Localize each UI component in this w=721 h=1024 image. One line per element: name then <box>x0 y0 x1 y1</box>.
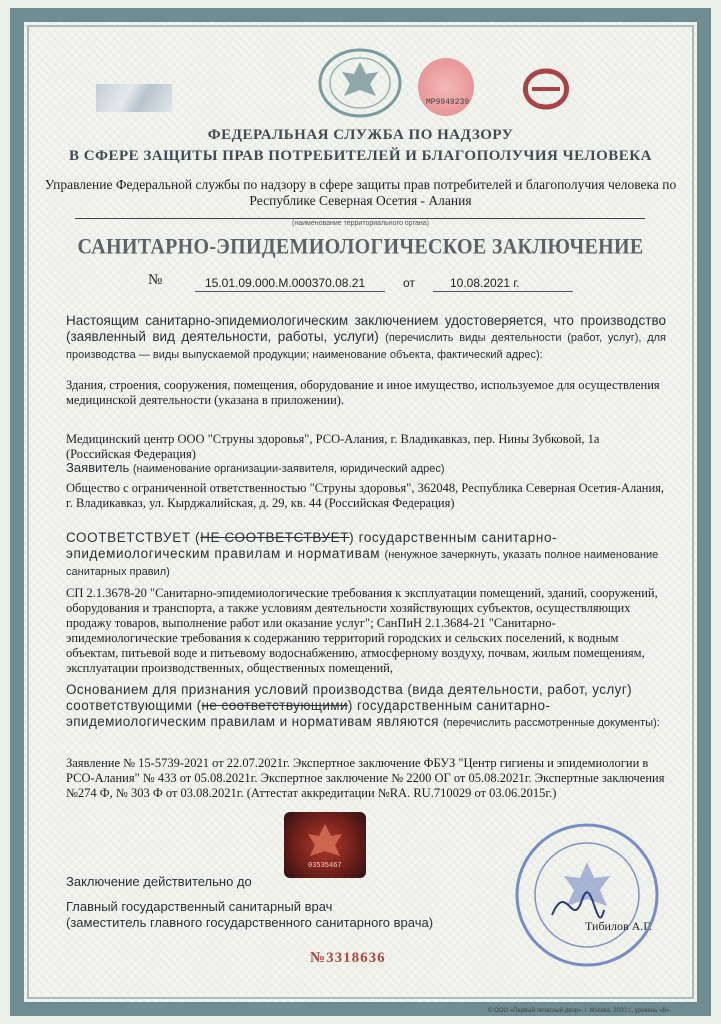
rules-value: СП 2.1.3678-20 "Санитарно-эпидемиологические требования к эксплуатации помещений, зданий, сооружений, оборудования и транспорта, а также условиям деятельности хозяйствующих субъектов, осуществляющих продажу товаров, выполнение работ или оказание услуг"; СанПиН 2.1.3684-21 "Санитарно- эпидемиологические требования к содержанию территорий городских и сельских поселений, к водным объектам, питьевой воде и питьевому водоснабжению, атмосферному воздуху, почвам, жилым помещениям, эксплуатации производственных, общественных помещений, <box>66 586 658 675</box>
printer-info: © ООО «Первый печатный двор», г. Москва, 2020 г., уровень «В». <box>488 1008 672 1014</box>
se-logo-icon <box>510 64 580 114</box>
complies-text: государственным санитарно-эпидемиологическим правилам и нормативам <box>66 530 558 561</box>
red-seal <box>418 58 474 116</box>
seal-number: МР9949239 <box>426 98 470 107</box>
document-title: САНИТАРНО-ЭПИДЕМИОЛОГИЧЕСКОЕ ЗАКЛЮЧЕНИЕ <box>77 234 644 260</box>
coat-of-arms-emblem <box>318 48 402 118</box>
basis-paragraph <box>66 682 666 731</box>
basis-text-a: Основанием для признания условий производства (вида деятельности, работ, услуг) соответствующими ( <box>66 682 633 713</box>
divider <box>75 218 645 219</box>
activity-value: Здания, строения, сооружения, помещения, оборудование и иное имущество, используемое для осуществления медицинской деятельности (указана в приложении). <box>66 378 660 407</box>
official-stamp <box>512 820 662 970</box>
certify-text: Настоящим санитарно-эпидемиологическим заключением удостоверяется, что производство (заявленный вид деятельности, работы, услуги) <box>66 313 666 344</box>
number-sign: № <box>148 272 163 288</box>
hologram-number: 03535467 <box>308 862 342 870</box>
applicant-label: Заявитель <box>66 460 130 475</box>
number-underline <box>195 291 385 292</box>
date-underline <box>433 291 573 292</box>
applicant-hint: (наименование организации-заявителя, юридический адрес) <box>132 463 445 475</box>
date-word: от <box>403 276 415 290</box>
certify-paragraph <box>66 313 666 363</box>
chief-doctor-line2: (заместитель главного государственного санитарного врача) <box>66 915 434 930</box>
not-complies-word: НЕ СООТВЕТСТВУЕТ <box>200 530 350 545</box>
serial-number: №3318636 <box>310 950 386 966</box>
agency-name-line1: ФЕДЕРАЛЬНАЯ СЛУЖБА ПО НАДЗОРУ <box>207 127 514 143</box>
basis-text-b: ) государственным санитарно-эпидемиологическим правилам и нормативам являются <box>66 698 551 729</box>
compliance-paragraph: СООТВЕТСТВУЕТ (НЕ СООТВЕТСТВУЕТ) государственным санитарно-эпидемиологическим правилам и нормативам (ненужное зачеркнуть, указать полное наименование санитарных правил) <box>66 530 659 578</box>
applicant-label-line <box>66 460 445 475</box>
object-address: Медицинский центр ООО "Струны здоровья", РСО-Алания, г. Владикавказ, пер. Нины Зубковой, 1а (Российская Федерация) <box>66 432 600 461</box>
agency-name-line2: В СФЕРЕ ЗАЩИТЫ ПРАВ ПОТРЕБИТЕЛЕЙ И БЛАГОПОЛУЧИЯ ЧЕЛОВЕКА <box>69 148 652 164</box>
document-number: 15.01.09.000.М.000370.08.21 <box>205 276 366 290</box>
chief-doctor-line1: Главный государственный санитарный врач <box>66 899 333 914</box>
document-date: 10.08.2021 г. <box>450 276 520 290</box>
basis-hint: (перечислить рассмотренные документы): <box>442 717 660 729</box>
department-name: Управление Федеральной службы по надзору в сфере защиты прав потребителей и благополучия человека по Республике Северная Осетия - Алания <box>44 177 677 208</box>
complies-word: СООТВЕТСТВУЕТ <box>66 530 191 545</box>
signer-name: Тибилов А.Г. <box>585 919 652 933</box>
applicant-value: Общество с ограниченной ответственностью "Струны здоровья", 362048, Республика Северная Осетия-Алания, г. Владикавказ, ул. Кырджалийская, д. 29, кв. 44 (Российская Федерация) <box>66 481 665 510</box>
hologram-strip <box>96 84 172 112</box>
valid-until-label: Заключение действительно до <box>66 874 252 889</box>
department-caption: (наименование территориального органа) <box>292 220 429 227</box>
documents-value: Заявление № 15-5739-2021 от 22.07.2021г. Экспертное заключение ФБУЗ "Центр гигиены и эпидемиологии в РСО-Алания" № 433 от 05.08.2021г. Экспертное заключение № 2200 ОГ от 05.08.2021г. Экспертные заключения №274 Ф, № 303 Ф от 03.08.2021г. (Аттестат аккредитации №RA. RU.710029 от 03.06.2015г.) <box>66 756 665 800</box>
hologram-sticker <box>284 812 366 878</box>
complies-hint: (ненужное зачеркнуть, указать полное наименование санитарных правил) <box>66 549 659 578</box>
certify-hint: (перечислить виды деятельности (работ, услуг), для производства — виды выпускаемой продукции; наименование объекта, фактический адрес): <box>66 332 666 361</box>
basis-strike: не соответствующими <box>201 698 348 713</box>
